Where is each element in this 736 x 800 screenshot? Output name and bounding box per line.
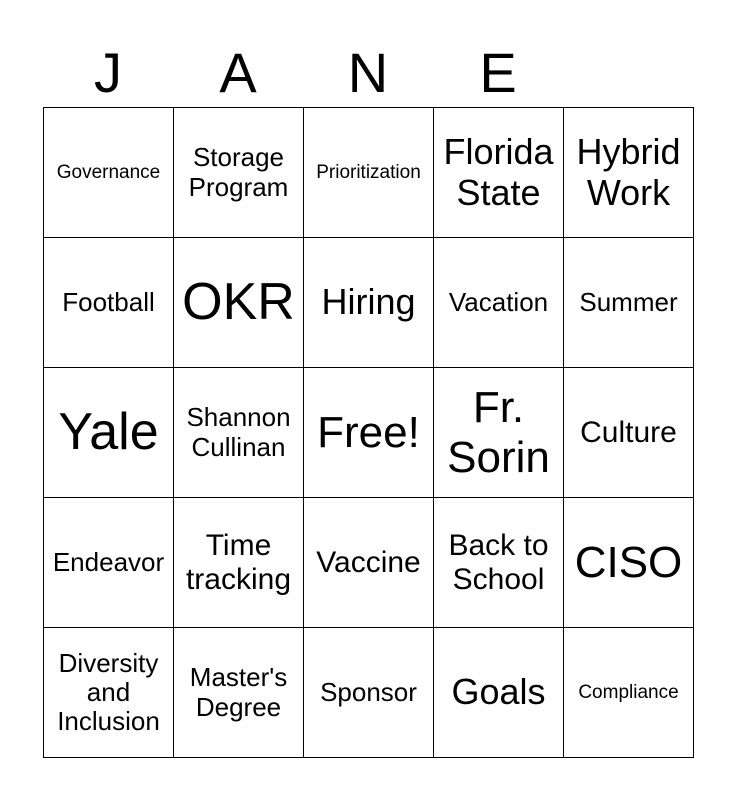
cell-label: Shannon Cullinan [186, 402, 291, 462]
bingo-cell[interactable] [44, 628, 174, 758]
bingo-cell[interactable] [564, 498, 694, 628]
bingo-header [43, 40, 693, 106]
cell-label: Hiring [321, 281, 416, 323]
bingo-cell[interactable] [434, 628, 564, 758]
free-space-cell[interactable] [304, 368, 434, 498]
header-letter-j: J [94, 41, 122, 104]
header-letter-a: A [219, 41, 257, 104]
bingo-cell[interactable] [174, 368, 304, 498]
bingo-cell[interactable] [564, 238, 694, 368]
bingo-cell[interactable] [434, 108, 564, 238]
header-letter-e: E [479, 41, 517, 104]
cell-label: Governance [56, 161, 161, 183]
bingo-cell[interactable] [434, 238, 564, 368]
cell-label: Endeavor [52, 546, 165, 577]
bingo-cell[interactable] [44, 108, 174, 238]
header-letter-blank [563, 40, 693, 106]
cell-label: CISO [574, 537, 683, 587]
free-space-label: Free! [317, 407, 420, 457]
cell-label: Back to School [448, 528, 549, 596]
header-letter-n: N [347, 41, 389, 104]
bingo-cell[interactable] [304, 628, 434, 758]
bingo-cell[interactable] [44, 498, 174, 628]
bingo-cell[interactable] [44, 238, 174, 368]
cell-label: Culture [580, 415, 677, 449]
cell-label: Football [62, 286, 155, 317]
bingo-cell[interactable] [434, 498, 564, 628]
cell-label: Diversity and Inclusion [57, 647, 160, 737]
bingo-cell[interactable] [564, 108, 694, 238]
cell-label: Time tracking [185, 528, 292, 596]
cell-label: Florida State [443, 131, 554, 213]
cell-label: Vaccine [316, 545, 421, 579]
cell-label: Storage Program [188, 142, 289, 202]
bingo-cell[interactable] [174, 498, 304, 628]
cell-label: Hybrid Work [576, 131, 681, 213]
bingo-cell[interactable] [564, 628, 694, 758]
cell-label: Goals [451, 671, 546, 713]
bingo-cell[interactable] [174, 628, 304, 758]
bingo-cell[interactable] [564, 368, 694, 498]
cell-label: Master's Degree [189, 662, 288, 722]
bingo-cell[interactable] [434, 368, 564, 498]
bingo-cell[interactable] [304, 108, 434, 238]
bingo-cell[interactable] [304, 238, 434, 368]
cell-label: Yale [58, 403, 159, 462]
bingo-cell[interactable] [44, 368, 174, 498]
cell-label: Prioritization [316, 161, 421, 183]
bingo-cell[interactable] [174, 108, 304, 238]
cell-label: Compliance [578, 681, 679, 703]
cell-label: Fr. Sorin [447, 383, 550, 482]
bingo-cell[interactable] [304, 498, 434, 628]
bingo-board [43, 107, 694, 758]
cell-label: Sponsor [320, 676, 417, 707]
cell-label: Vacation [448, 286, 549, 317]
bingo-cell[interactable] [174, 238, 304, 368]
cell-label: OKR [182, 273, 295, 332]
cell-label: Summer [579, 286, 678, 317]
